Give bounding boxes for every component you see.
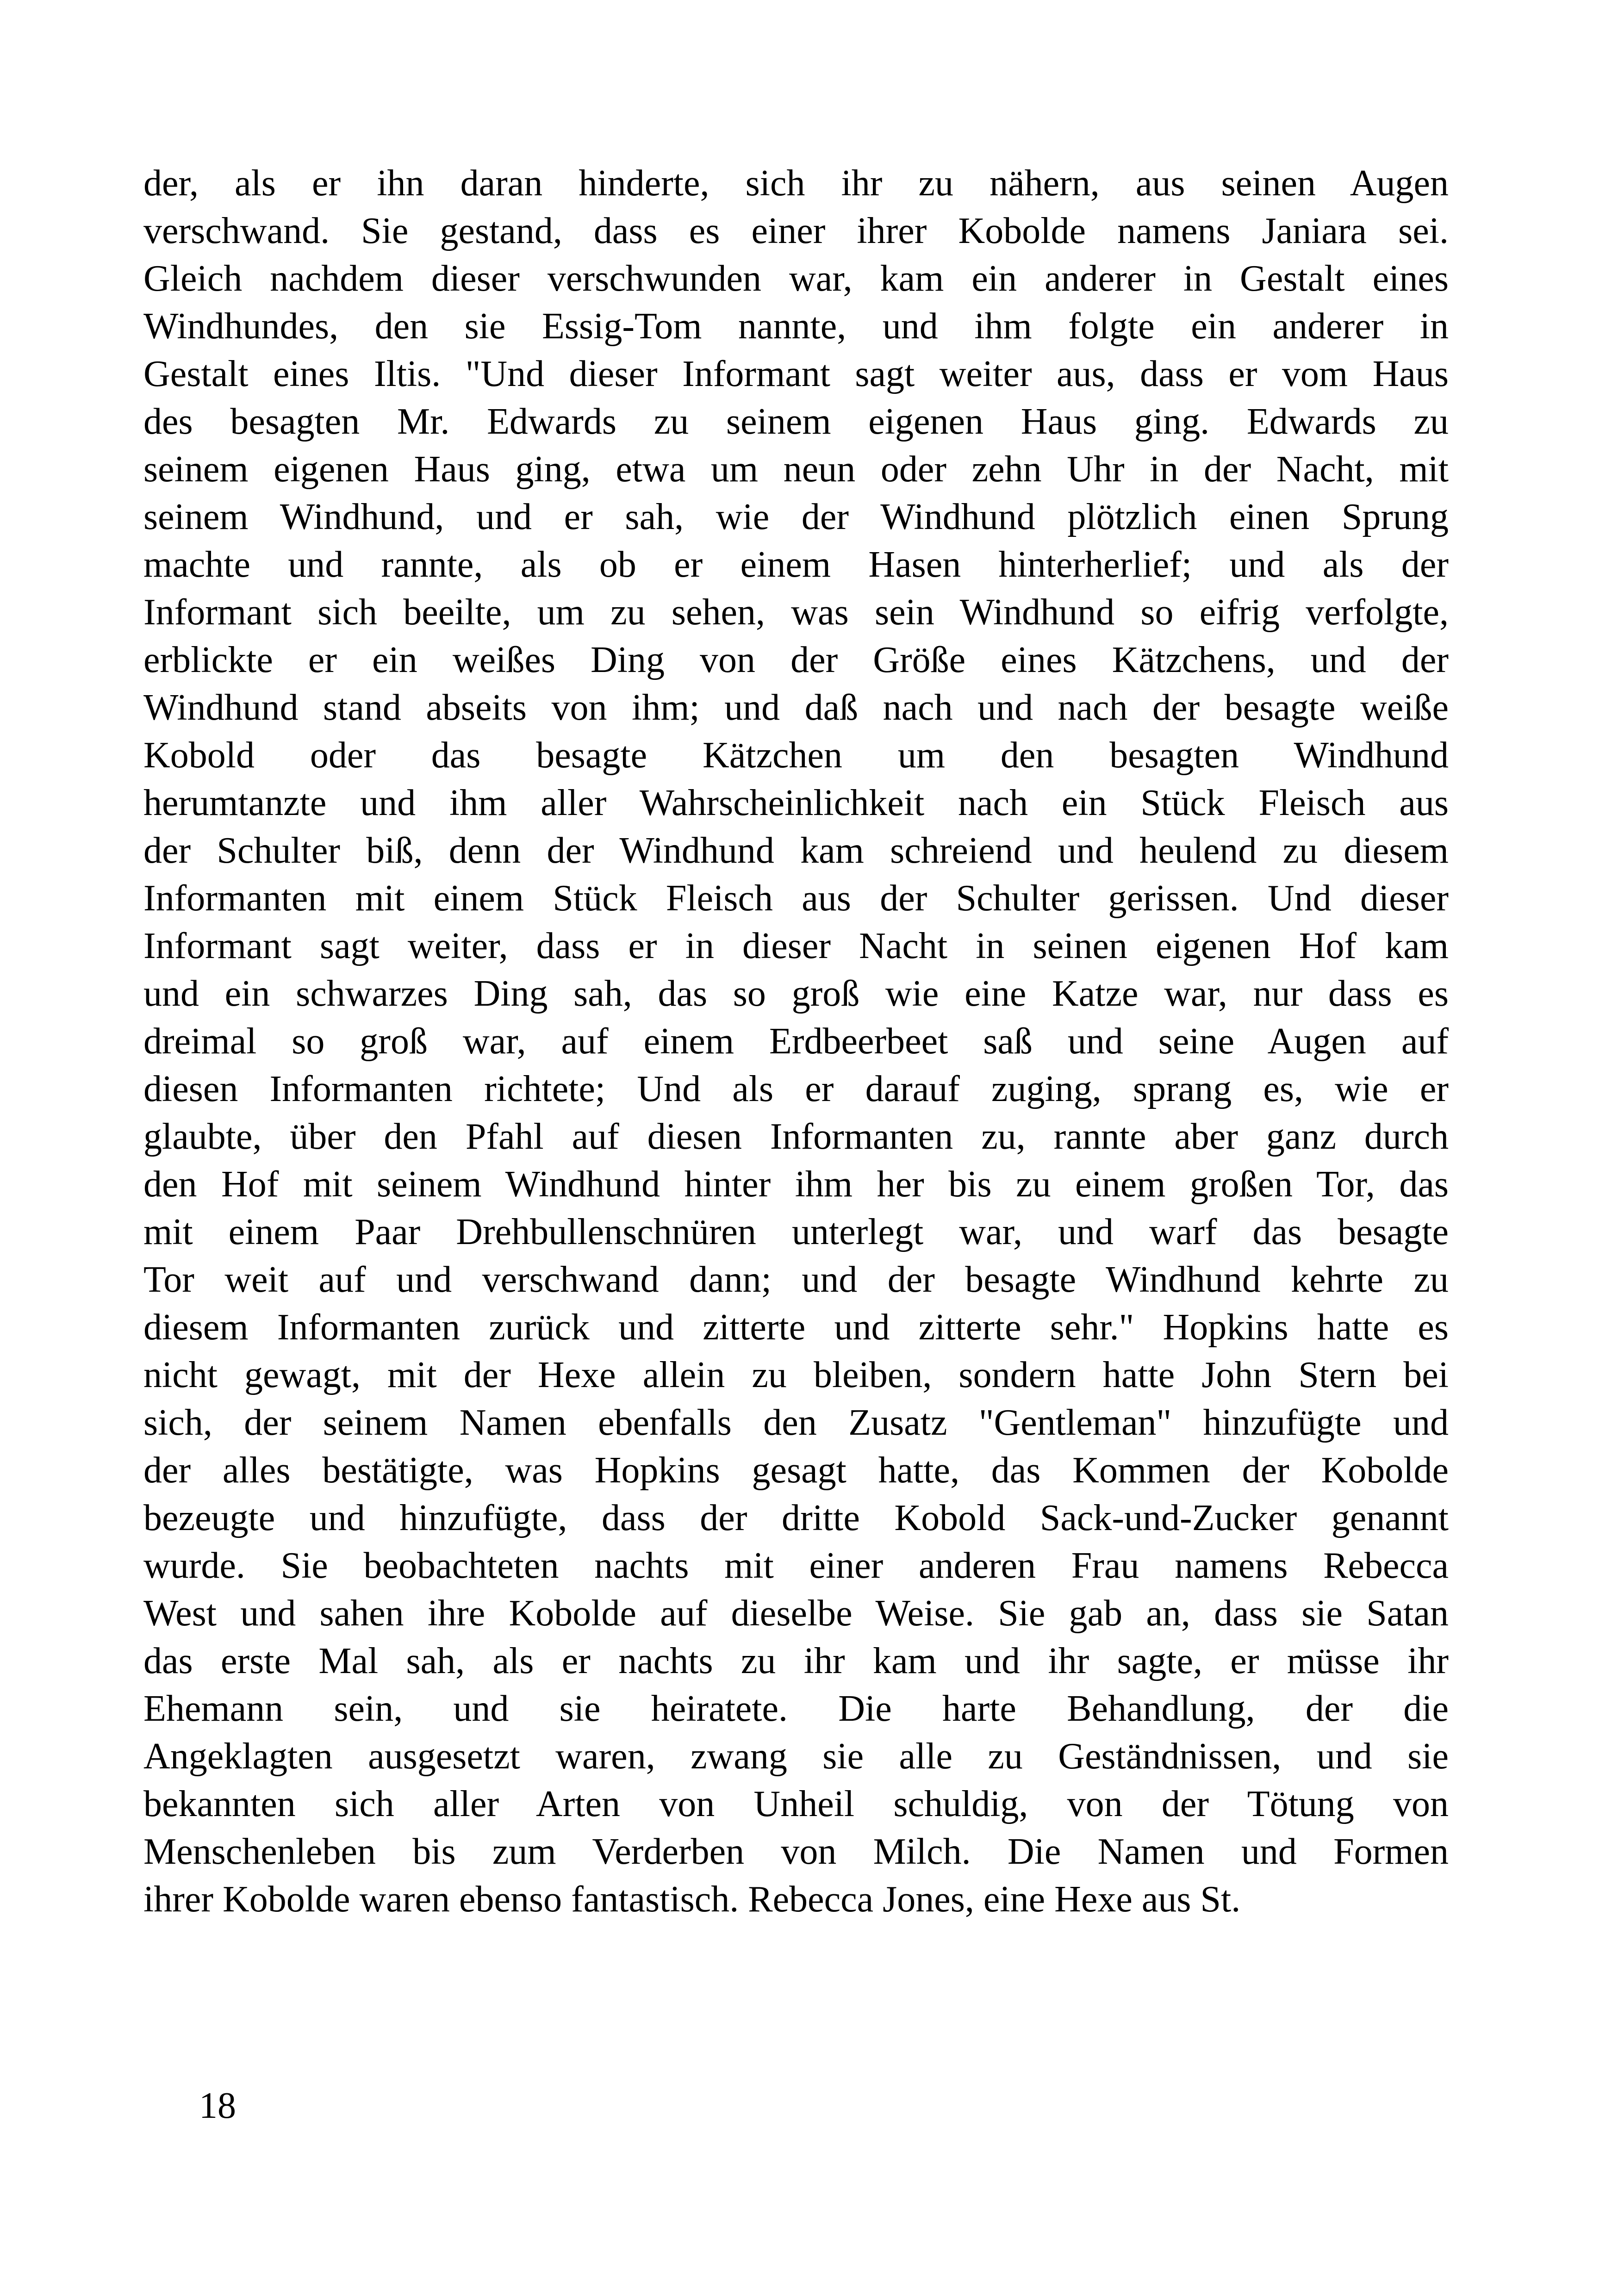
text-line: seinem Windhund, und er sah, wie der Windhund plötzlich einen Sprung: [143, 497, 1449, 537]
text-line: wurde. Sie beobachteten nachts mit einer anderen Frau namens Rebecca: [143, 1545, 1449, 1586]
page-number: 18: [199, 2085, 236, 2126]
text-line: Windhund stand abseits von ihm; und daß nach und nach der besagte weiße: [143, 687, 1449, 728]
text-line: diesem Informanten zurück und zitterte und zitterte sehr." Hopkins hatte es: [143, 1307, 1449, 1348]
text-line: des besagten Mr. Edwards zu seinem eigenen Haus ging. Edwards zu: [143, 401, 1449, 442]
text-line: Kobold oder das besagte Kätzchen um den besagten Windhund: [143, 735, 1449, 776]
text-line: West und sahen ihre Kobolde auf dieselbe Weise. Sie gab an, dass sie Satan: [143, 1593, 1449, 1634]
text-line: bekannten sich aller Arten von Unheil schuldig, von der Tötung von: [143, 1784, 1449, 1824]
text-line: Ehemann sein, und sie heiratete. Die harte Behandlung, der die: [143, 1688, 1449, 1729]
text-line: glaubte, über den Pfahl auf diesen Informanten zu, rannte aber ganz durch: [143, 1116, 1449, 1157]
text-line: das erste Mal sah, als er nachts zu ihr kam und ihr sagte, er müsse ihr: [143, 1641, 1449, 1681]
text-line: bezeugte und hinzufügte, dass der dritte Kobold Sack-und-Zucker genannt: [143, 1498, 1449, 1538]
text-line: der, als er ihn daran hinderte, sich ihr zu nähern, aus seinen Augen: [143, 163, 1449, 204]
text-line: seinem eigenen Haus ging, etwa um neun oder zehn Uhr in der Nacht, mit: [143, 449, 1449, 490]
text-line: Informant sagt weiter, dass er in dieser Nacht in seinen eigenen Hof kam: [143, 926, 1449, 966]
text-line: erblickte er ein weißes Ding von der Größe eines Kätzchens, und der: [143, 640, 1449, 680]
text-line: und ein schwarzes Ding sah, das so groß wie eine Katze war, nur dass es: [143, 973, 1449, 1014]
text-line: verschwand. Sie gestand, dass es einer ihrer Kobolde namens Janiara sei.: [143, 211, 1449, 251]
text-line: den Hof mit seinem Windhund hinter ihm her bis zu einem großen Tor, das: [143, 1164, 1449, 1205]
text-line: Tor weit auf und verschwand dann; und der besagte Windhund kehrte zu: [143, 1259, 1449, 1300]
text-line: mit einem Paar Drehbullenschnüren unterlegt war, und warf das besagte: [143, 1212, 1449, 1252]
body-text: [143, 160, 1449, 1923]
text-line: Gleich nachdem dieser verschwunden war, kam ein anderer in Gestalt eines: [143, 258, 1449, 299]
text-line: diesen Informanten richtete; Und als er darauf zuging, sprang es, wie er: [143, 1069, 1449, 1109]
text-line: ihrer Kobolde waren ebenso fantastisch. Rebecca Jones, eine Hexe aus St.: [143, 1879, 1241, 1920]
text-line: dreimal so groß war, auf einem Erdbeerbeet saß und seine Augen auf: [143, 1021, 1449, 1062]
text-line: sich, der seinem Namen ebenfalls den Zusatz "Gentleman" hinzufügte und: [143, 1402, 1449, 1443]
text-line: der Schulter biß, denn der Windhund kam schreiend und heulend zu diesem: [143, 830, 1449, 871]
text-line: nicht gewagt, mit der Hexe allein zu bleiben, sondern hatte John Stern bei: [143, 1355, 1449, 1395]
text-line: Informanten mit einem Stück Fleisch aus der Schulter gerissen. Und dieser: [143, 878, 1449, 919]
text-line: Angeklagten ausgesetzt waren, zwang sie alle zu Geständnissen, und sie: [143, 1736, 1449, 1777]
text-line: Menschenleben bis zum Verderben von Milch. Die Namen und Formen: [143, 1831, 1449, 1872]
text-line: herumtanzte und ihm aller Wahrscheinlichkeit nach ein Stück Fleisch aus: [143, 783, 1449, 823]
text-line: der alles bestätigte, was Hopkins gesagt hatte, das Kommen der Kobolde: [143, 1450, 1449, 1491]
text-line: Informant sich beeilte, um zu sehen, was sein Windhund so eifrig verfolgte,: [143, 592, 1449, 633]
text-line: Gestalt eines Iltis. "Und dieser Informant sagt weiter aus, dass er vom Haus: [143, 354, 1449, 394]
text-line: machte und rannte, als ob er einem Hasen hinterherlief; und als der: [143, 544, 1449, 585]
text-line: Windhundes, den sie Essig-Tom nannte, und ihm folgte ein anderer in: [143, 306, 1449, 347]
